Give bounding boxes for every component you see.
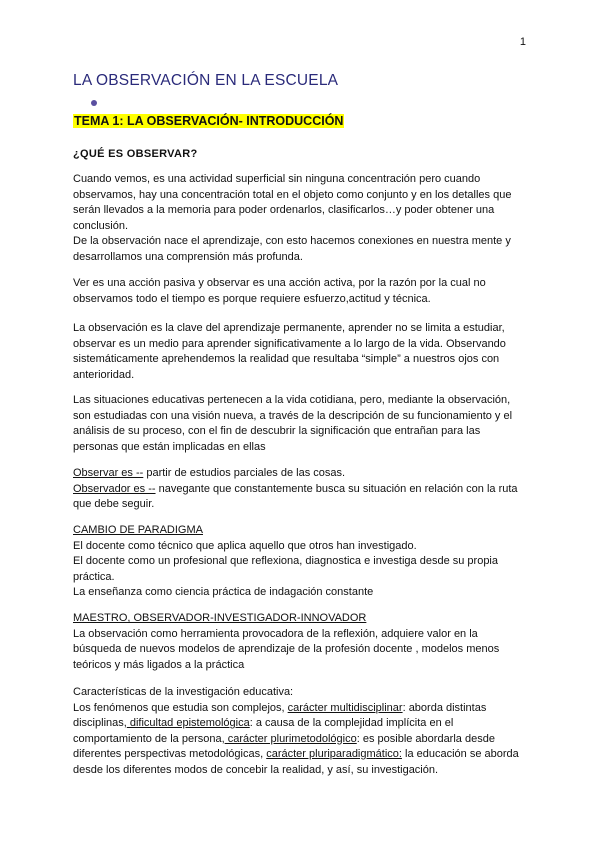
definition-1-text: partir de estudios parciales de las cosas.	[143, 467, 346, 479]
caract-term-3: carácter plurimetodológico	[224, 732, 357, 745]
maestro-text: La observación como herramienta provocadora de la reflexión, adquiere valor en la búsqueda de nuevos modelos de aprendizaje de la profesión docente , modelos menos teóricos y más ligados a la práctica	[73, 627, 500, 671]
paradigma-section	[73, 523, 523, 601]
paradigma-line-3: La enseñanza como ciencia práctica de indagación constante	[73, 586, 374, 598]
paragraph-5: Las situaciones educativas pertenecen a la vida cotidiana, pero, mediante la observación, son estudiadas con una visión nueva, a través de la descripción de su funcionamiento y el análisis de su proceso, con el fin de descubrir la significación que entrañan para las personas que están implicadas en ellas	[73, 394, 513, 453]
tema-heading: TEMA 1: LA OBSERVACIÓN- INTRODUCCIÓN	[74, 114, 344, 128]
page-number: 1	[519, 36, 526, 48]
paragraph-4: La observación es la clave del aprendizaje permanente, aprender no se limita a estudiar, observar es un medio para aprender significativamente a lo largo de la vida. Observando sistemáticamente aprehendemos la realidad que resultaba “simple” a nuestros ojos con anterioridad.	[73, 322, 506, 381]
caract-term-4: carácter pluriparadigmático:	[266, 748, 402, 760]
caract-term-2: dificultad epistemológica	[126, 717, 250, 729]
document-title: LA OBSERVACIÓN EN LA ESCUELA	[73, 72, 339, 89]
definition-1-term: Observar es --	[73, 467, 144, 479]
caracteristicas-section	[73, 685, 523, 778]
paragraph-1	[73, 172, 523, 265]
paragraph-1-text: Cuando vemos, es una actividad superficial sin ninguna concentración pero cuando observamos, hay una concentración total en el objeto como conjunto y en los detalles que serán llevados a la memoria para poder ordenarlos, clasificarlos…y poder obtener una conclusión.	[73, 173, 512, 232]
definition-2-term: Observador es --	[73, 482, 156, 495]
paradigma-line-2: El docente como un profesional que reflexiona, diagnostica e investiga desde su propia práctica.	[73, 555, 498, 583]
caract-term-1: carácter multidisciplinar	[287, 701, 403, 714]
definition-2-text: navegante que constantemente busca su situación en relación con la ruta que debe seguir.	[73, 482, 518, 510]
caract-text-e: la educación se aborda desde los diferentes modos de concebir la realidad, y así, su investigación.	[73, 748, 519, 776]
caract-text-a: Los fenómenos que estudia son complejos,	[73, 701, 288, 714]
maestro-section	[73, 611, 523, 673]
paragraph-2-text: De la observación nace el aprendizaje, con esto hacemos conexiones en nuestra mente y desarrollamos una comprensión más profunda.	[73, 235, 511, 263]
caract-text-c: : a causa de la complejidad implícita en el comportamiento de la persona,	[73, 717, 454, 745]
paradigma-heading: CAMBIO DE PARADIGMA	[73, 524, 203, 536]
question-heading: ¿QUÉ ES OBSERVAR?	[73, 148, 198, 160]
caract-text-b: : aborda distintas disciplinas,	[73, 701, 487, 729]
paradigma-line-1: El docente como técnico que aplica aquello que otros han investigado.	[73, 539, 417, 552]
definitions	[73, 466, 523, 513]
bullet-dot-icon	[91, 100, 97, 106]
maestro-heading: MAESTRO, OBSERVADOR-INVESTIGADOR-INNOVADOR	[73, 612, 367, 624]
caract-text-d: : es posible abordarla desde diferentes perspectivas metodológicas,	[73, 732, 495, 760]
caracteristicas-heading: Características de la investigación educativa:	[73, 686, 294, 698]
paragraph-3: Ver es una acción pasiva y observar es una acción activa, por la razón por la cual no observamos todo el tiempo es porque requiere esfuerzo,actitud y técnica.	[73, 277, 486, 305]
